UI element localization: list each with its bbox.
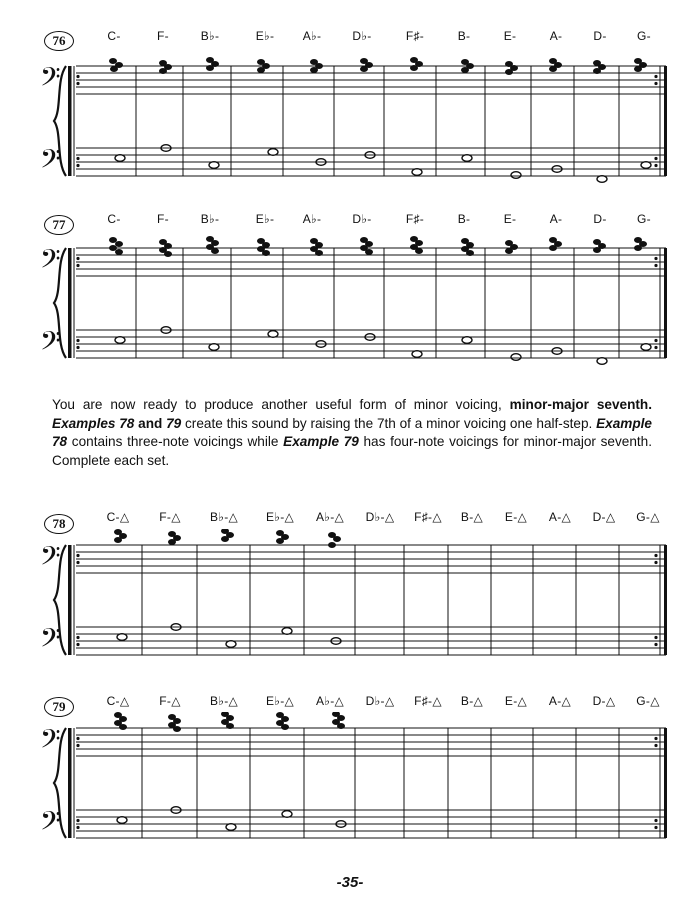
svg-text:𝄢: 𝄢 — [40, 723, 61, 761]
chord-symbol: G- — [637, 29, 651, 43]
chord-symbol: G- — [637, 212, 651, 226]
instruction-paragraph — [52, 396, 652, 470]
grand-staff — [0, 712, 700, 862]
chord-symbol: A-△ — [548, 510, 572, 524]
chord-symbol: G-△ — [636, 694, 660, 708]
chord-symbol: F♯- — [405, 212, 425, 226]
chord-symbol: F-△ — [159, 694, 181, 708]
svg-text:𝄢: 𝄢 — [40, 143, 61, 181]
chord-symbol: A♭- — [302, 29, 322, 43]
chord-symbol: D- — [593, 29, 607, 43]
chord-symbol: E♭- — [255, 212, 275, 226]
chord-symbol: B♭-△ — [209, 694, 239, 708]
example-number: 79 — [44, 697, 74, 717]
paragraph-bold-italic: Examples 78 — [52, 415, 135, 431]
staff-notation — [0, 232, 700, 382]
chord-symbol: B- — [457, 29, 471, 43]
grand-staff — [0, 529, 700, 679]
chord-symbol: B♭- — [200, 29, 220, 43]
paragraph-text: create this sound by raising the 7th of a minor voicing one half-step. — [181, 415, 597, 431]
chord-symbol: F♯- — [405, 29, 425, 43]
paragraph-text: contains three-note voicings while — [67, 434, 284, 449]
chord-symbol: D♭- — [352, 29, 372, 43]
chord-symbol: E♭- — [255, 29, 275, 43]
chord-symbol: B♭-△ — [209, 510, 239, 524]
chord-symbol: A♭- — [302, 212, 322, 226]
svg-text:𝄢: 𝄢 — [40, 540, 61, 578]
chord-symbol: D♭-△ — [365, 510, 395, 524]
chord-symbol: F♯-△ — [414, 510, 442, 524]
paragraph-bold: and — [138, 415, 163, 431]
chord-symbol: E- — [503, 29, 517, 43]
chord-symbol: E- — [503, 212, 517, 226]
chord-symbol: F♯-△ — [414, 694, 442, 708]
chord-symbol: G-△ — [636, 510, 660, 524]
example-number: 76 — [44, 31, 74, 51]
chord-symbol: E-△ — [504, 694, 528, 708]
svg-text:𝄢: 𝄢 — [40, 622, 61, 660]
chord-symbol: A- — [549, 29, 563, 43]
chord-symbol: A-△ — [548, 694, 572, 708]
example-number: 77 — [44, 215, 74, 235]
paragraph-text: has four-note voicings for minor-major seventh. Complete each set. — [52, 434, 652, 468]
chord-symbol: C- — [107, 29, 121, 43]
staff-notation — [0, 712, 700, 862]
chord-symbol: E♭-△ — [265, 694, 295, 708]
chord-symbol: F- — [157, 29, 169, 43]
svg-text:𝄢: 𝄢 — [40, 243, 61, 281]
chord-symbol: D-△ — [592, 510, 616, 524]
staff-notation — [0, 529, 700, 679]
paragraph-bold: minor-major seventh. — [509, 397, 653, 412]
grand-staff — [0, 232, 700, 382]
chord-symbol: E-△ — [504, 510, 528, 524]
paragraph-text: You are now ready to produce another useful form of minor voicing, — [52, 397, 510, 412]
svg-text:𝄢: 𝄢 — [40, 805, 61, 843]
chord-symbol: F-△ — [159, 510, 181, 524]
chord-symbol: D♭-△ — [365, 694, 395, 708]
chord-symbol: B-△ — [460, 694, 484, 708]
page-number: -35- — [336, 874, 364, 891]
chord-symbol: D- — [593, 212, 607, 226]
chord-symbol: C-△ — [106, 694, 130, 708]
chord-symbol: D♭- — [352, 212, 372, 226]
example-number: 78 — [44, 514, 74, 534]
chord-symbol: A♭-△ — [315, 510, 345, 524]
svg-text:𝄢: 𝄢 — [40, 61, 61, 99]
chord-symbol: A- — [549, 212, 563, 226]
svg-text:𝄢: 𝄢 — [40, 325, 61, 363]
chord-symbol: B-△ — [460, 510, 484, 524]
paragraph-bold-italic: Example 78 — [52, 415, 652, 449]
paragraph-bold-italic: Example 79 — [283, 434, 359, 449]
staff-notation — [0, 50, 700, 200]
chord-symbol: C-△ — [106, 510, 130, 524]
chord-symbol: A♭-△ — [315, 694, 345, 708]
chord-symbol: C- — [107, 212, 121, 226]
chord-symbol: B♭- — [200, 212, 220, 226]
paragraph-bold-italic: 79 — [166, 415, 182, 431]
chord-symbol: E♭-△ — [265, 510, 295, 524]
grand-staff — [0, 50, 700, 200]
chord-symbol: D-△ — [592, 694, 616, 708]
chord-symbol: F- — [157, 212, 169, 226]
chord-symbol: B- — [457, 212, 471, 226]
